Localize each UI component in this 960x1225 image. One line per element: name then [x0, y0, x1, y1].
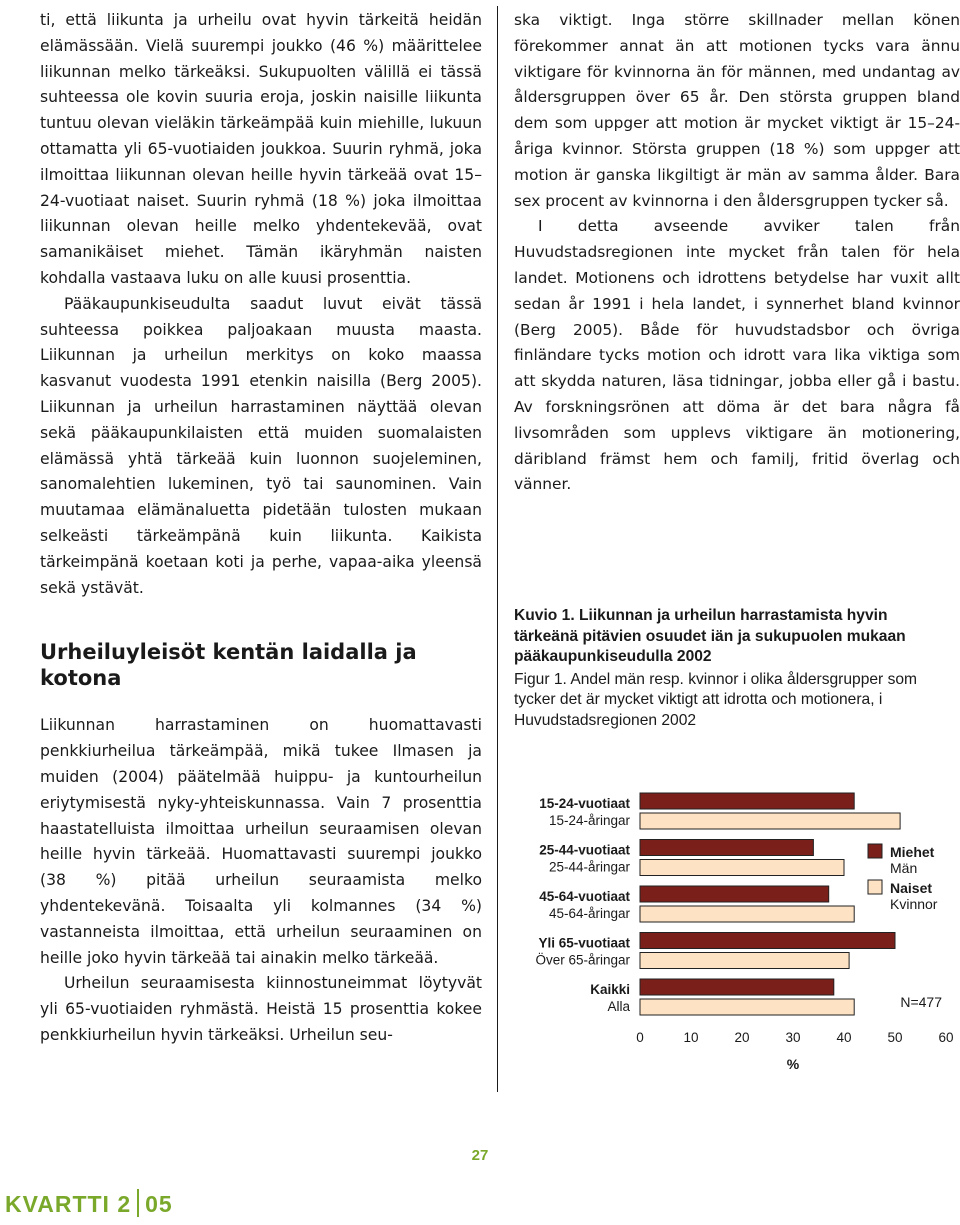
body-paragraph: Liikunnan harrastaminen on huomattavasti penkkiurheilua tärkeämpää, mikä tukee Ilmasen ja muiden (2004) päätelmää huippu- ja kuntourheilun eriytymisestä nyky-yhteiskunnassa. Vain 7 prosenttia haastatelluista ilmoittaa urheilun seuraamisen olevan heille hyvin tärkeää. Huomattavasti suurempi joukko (38 %) pitää urheilun seuraamista melko yhdentekevänä. Toisaalta yli kolmannes (34 %) vastanneista ilmoittaa, että urheilun seuraaminen on heille joko hyvin tärkeää tai ainakin melko tärkeää.	[40, 716, 482, 967]
legend-label-fi: Naiset	[890, 880, 933, 896]
body-paragraph: ska viktigt. Inga större skillnader mellan könen förekommer annat än att motionen tycks vara ännu viktigare för kvinnorna än för männen, med undantag av åldersgruppen över 65 år. Den största gruppen bland dem som uppger att motion är mycket viktigt är 15–24-åriga kvinnor. Största gruppen (18 %) som uppger att motion är ganska likgiltigt är män av samma ålder. Bara sex procent av kvinnorna i den åldersgruppen tycker så.	[514, 11, 960, 210]
x-tick-label: 20	[734, 1030, 750, 1045]
right-column-swedish	[514, 8, 960, 498]
brand-year: 05	[145, 1191, 173, 1217]
bar-men	[640, 979, 834, 995]
category-label-sv: 15-24-åringar	[548, 813, 630, 828]
bar-men	[640, 793, 854, 809]
brand-name: KVARTTI 2	[5, 1191, 132, 1217]
brand-divider	[137, 1189, 139, 1217]
bar-women	[640, 953, 849, 969]
legend-label-sv: Män	[890, 860, 918, 876]
page-number: 27	[471, 1147, 489, 1164]
x-tick-label: 50	[887, 1030, 903, 1045]
x-tick-label: 60	[938, 1030, 954, 1045]
legend-swatch	[868, 844, 882, 858]
body-paragraph: Pääkaupunkiseudulta saadut luvut eivät tässä suhteessa poikkea paljoakaan muusta maasta. Liikunnan ja urheilun merkitys on koko maassa kasvanut vuodesta 1991 etenkin naisilla (Berg 2005). Liikunnan ja urheilun harrastaminen näyttää olevan sekä pääkaupunkilaisten että muiden suomalaisten elämässä yhtä tärkeää kuin luonnon suojeleminen, sanomalehtien lukeminen, työ tai saunominen. Vain muutamaa elämänaluetta pidetään tulosten mukaan selkeästi tärkeämpänä kuin liikunta. Kaikista tärkeimpänä koetaan koti ja perhe, vapaa-aika yleensä sekä ystävät.	[40, 294, 482, 597]
category-label-fi: Kaikki	[590, 982, 630, 997]
bar-men	[640, 840, 813, 856]
x-tick-label: 0	[636, 1030, 644, 1045]
category-label-sv: 45-64-åringar	[548, 906, 630, 921]
legend-label-sv: Kvinnor	[890, 896, 938, 912]
figure-caption-finnish: Kuvio 1. Liikunnan ja urheilun harrastamista hyvin tärkeänä pitävien osuudet iän ja sukupuolen mukaan pääkaupunkiseudulla 2002	[514, 607, 906, 665]
section-heading: Urheiluyleisöt kentän laidalla ja kotona	[40, 640, 417, 691]
figure-caption-swedish: Figur 1. Andel män resp. kvinnor i olika åldersgrupper som tycker det är mycket viktigt att idrotta och motionera, i Huvudstadsregionen 2002	[514, 670, 918, 729]
publication-brand	[5, 1189, 173, 1218]
category-label-sv: Över 65-åringar	[535, 952, 630, 968]
x-tick-label: 30	[785, 1030, 801, 1045]
sample-size-label: N=477	[900, 994, 942, 1010]
bar-women	[640, 999, 854, 1015]
bar-chart	[510, 780, 960, 1080]
bar-men	[640, 933, 895, 949]
bar-men	[640, 886, 829, 902]
left-column-finnish	[40, 8, 482, 1049]
bar-women	[640, 906, 854, 922]
category-label-fi: Yli 65-vuotiaat	[538, 935, 630, 951]
category-label-fi: 25-44-vuotiaat	[539, 842, 630, 858]
category-label-sv: 25-44-åringar	[548, 859, 630, 875]
body-paragraph: ti, että liikunta ja urheilu ovat hyvin tärkeitä heidän elämässään. Vielä suurempi joukko (46 %) määrittelee liikunnan melko tärkeäksi. Sukupuolten välillä ei tässä suhteessa ole kovin suuria eroja, joskin naisille liikunta tuntuu olevan vieläkin tärkeämpää kuin miehille, lukuun ottamatta yli 65-vuotiaiden joukkoa. Suurin ryhmä, joka ilmoittaa liikunnan olevan heille hyvin tärkeää ovat 15–24-vuotiaat naiset. Suurin ryhmä (18 %) joka ilmoittaa liikunnan olevan heille melko yhdentekevää, ovat samanikäiset miehet. Tämän ikäryhmän naisten kohdalla vastaava luku on alle kuusi prosenttia.	[40, 11, 482, 287]
x-tick-label: 40	[836, 1030, 852, 1045]
legend-swatch	[868, 880, 882, 894]
legend-label-fi: Miehet	[890, 844, 935, 860]
body-paragraph: Urheilun seuraamisesta kiinnostuneimmat löytyvät yli 65-vuotiaiden ryhmästä. Heistä 15 prosenttia kokee penkkiurheilun hyvin tärkeäksi. Urheilun seu-	[40, 974, 482, 1044]
body-paragraph: I detta avseende avviker talen från Huvudstadsregionen inte mycket från talen för hela landet. Motionens och idrottens betydelse har vuxit allt sedan år 1991 i hela landet, i synnerhet bland kvinnor (Berg 2005). Både för huvudstadsbor och övriga finländare tycks motion och idrott vara lika viktiga som att skydda naturen, läsa tidningar, jobba eller gå i bastu. Av forskningsrönen att döma är det bara några få livsområden som upplevs viktigare än motionering, däribland främst hem och familj, fritid överlag och vänner.	[514, 217, 960, 494]
column-divider	[497, 6, 498, 1092]
category-label-sv: Alla	[607, 999, 630, 1014]
figure-caption	[514, 606, 944, 731]
x-axis-label: %	[786, 1056, 800, 1072]
category-label-fi: 45-64-vuotiaat	[539, 889, 630, 904]
category-label-fi: 15-24-vuotiaat	[539, 796, 630, 811]
bar-women	[640, 813, 900, 829]
bar-women	[640, 860, 844, 876]
x-tick-label: 10	[683, 1030, 699, 1045]
